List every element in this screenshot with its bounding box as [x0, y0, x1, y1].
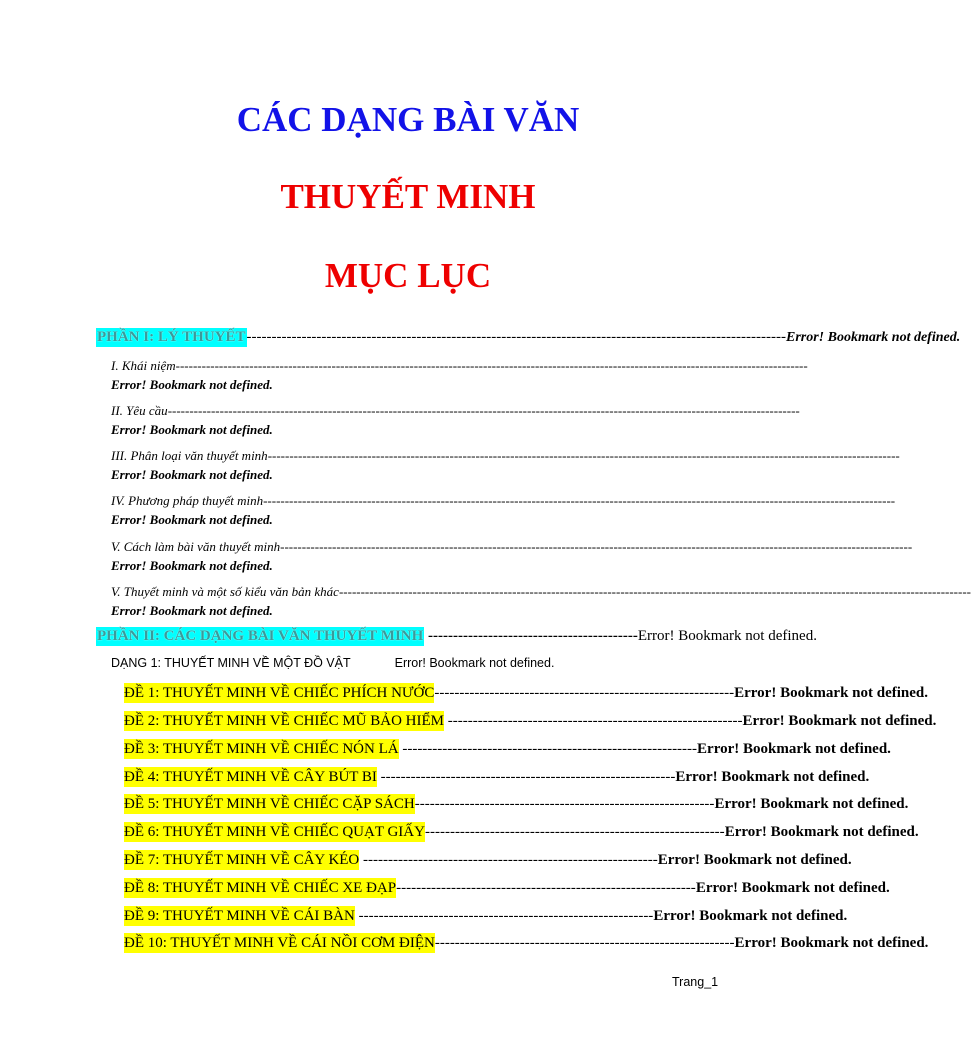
- toc-page-ref: Error! Bookmark not defined.: [111, 512, 273, 527]
- toc-leader: -----------------------------------------------------------: [444, 713, 743, 729]
- toc-entry-label: DẠNG 1: THUYẾT MINH VỀ MỘT ĐỒ VẬT: [111, 656, 351, 670]
- title-line-1: CÁC DẠNG BÀI VĂN: [236, 100, 580, 139]
- toc-leader: --------------------------------------------------------------------------------------------------------------------------------------------------: [167, 403, 800, 418]
- toc-entry-label: IV. Phương pháp thuyết minh: [111, 493, 264, 508]
- toc-leader: -----------------------------------------------------------: [354, 908, 654, 924]
- toc-entry-dang-1[interactable]: [111, 655, 554, 672]
- toc-entry-label: V. Cách làm bài văn thuyết minh: [111, 539, 281, 554]
- toc-entry-label: III. Phân loại văn thuyết minh: [111, 448, 268, 463]
- toc-page-ref: Error! Bookmark not defined.: [111, 422, 273, 437]
- toc-page-ref: Error! Bookmark not defined.: [111, 603, 273, 618]
- toc-entry-label: V. Thuyết minh và một số kiểu văn bản khác: [111, 584, 339, 599]
- toc-leader: ------------------------------------------------------------------------------------------------------------: [246, 329, 786, 345]
- toc-entry-label: ĐỀ 9: THUYẾT MINH VỀ CÁI BÀN: [124, 908, 355, 924]
- toc-entry-part-1-item[interactable]: [111, 491, 896, 529]
- toc-page-ref: Error! Bookmark not defined.: [734, 935, 929, 951]
- toc-entry-part-1-item[interactable]: [111, 446, 900, 484]
- toc-leader: --------------------------------------------------------------------------------------------------------------------------------------------------: [338, 584, 971, 599]
- toc-leader: ------------------------------------------: [424, 628, 638, 644]
- toc-entry-de-9[interactable]: [124, 906, 848, 926]
- page-number: Trang_1: [672, 975, 719, 989]
- toc-leader: --------------------------------------------------------------------------------------------------------------------------------------------------: [267, 448, 900, 463]
- toc-page-ref: Error! Bookmark not defined.: [111, 558, 273, 573]
- toc-leader: ------------------------------------------------------------: [434, 685, 735, 701]
- toc-entry-label: ĐỀ 8: THUYẾT MINH VỀ CHIẾC XE ĐẠP: [124, 880, 397, 896]
- toc-page-ref: Error! Bookmark not defined.: [742, 713, 937, 729]
- toc-page-ref: Error! Bookmark not defined.: [785, 330, 961, 345]
- toc-page-ref: Error! Bookmark not defined.: [695, 880, 890, 896]
- toc-page-ref: Error! Bookmark not defined.: [734, 685, 929, 701]
- title-line-2: THUYẾT MINH: [280, 177, 536, 216]
- toc-leader: ------------------------------------------------------------: [396, 880, 696, 896]
- toc-leader: ------------------------------------------------------------: [434, 935, 735, 951]
- toc-entry-de-2[interactable]: [124, 711, 937, 731]
- toc-entry-label: ĐỀ 4: THUYẾT MINH VỀ CÂY BÚT BI: [124, 769, 377, 785]
- toc-entry-de-5[interactable]: [124, 794, 909, 814]
- toc-page-ref: Error! Bookmark not defined.: [697, 741, 891, 757]
- toc-entry-label: PHẦN II: CÁC DẠNG BÀI VĂN THUYẾT MINH: [97, 628, 424, 644]
- toc-entry-label: ĐỀ 1: THUYẾT MINH VỀ CHIẾC PHÍCH NƯỚC: [124, 685, 435, 701]
- toc-entry-de-10[interactable]: [124, 933, 929, 953]
- toc-entry-part-2[interactable]: [96, 627, 817, 646]
- toc-entry-de-7[interactable]: [124, 850, 852, 870]
- toc-leader: -----------------------------------------------------------: [398, 741, 698, 757]
- toc-entry-label: ĐỀ 5: THUYẾT MINH VỀ CHIẾC CẶP SÁCH: [124, 796, 415, 812]
- toc-entry-label: I. Khái niệm: [111, 358, 176, 373]
- toc-entry-part-1-item[interactable]: [111, 537, 913, 575]
- toc-entry-part-1-item[interactable]: [111, 582, 971, 620]
- toc-entry-de-1[interactable]: [124, 683, 929, 703]
- toc-leader: --------------------------------------------------------------------------------------------------------------------------------------------------: [175, 358, 808, 373]
- toc-leader: -----------------------------------------------------------: [376, 769, 676, 785]
- toc-entry-part-1[interactable]: [96, 328, 961, 347]
- toc-entry-de-4[interactable]: [124, 767, 870, 787]
- toc-leader: -----------------------------------------------------------: [359, 852, 658, 868]
- toc-entry-part-1-item[interactable]: [111, 401, 800, 439]
- toc-entry-label: ĐỀ 6: THUYẾT MINH VỀ CHIẾC QUẠT GIẤY: [124, 824, 425, 840]
- toc-entry-label: PHẦN I: LÝ THUYẾT: [97, 329, 246, 345]
- toc-page-ref: Error! Bookmark not defined.: [724, 824, 919, 840]
- toc-page-ref: Error! Bookmark not defined.: [653, 908, 848, 924]
- toc-heading: MỤC LỤC: [324, 256, 492, 295]
- toc-entry-de-3[interactable]: [124, 739, 891, 759]
- toc-entry-label: ĐỀ 2: THUYẾT MINH VỀ CHIẾC MŨ BẢO HIỂM: [124, 713, 444, 729]
- toc-page-ref: Error! Bookmark not defined.: [637, 628, 817, 644]
- toc-page-ref: Error! Bookmark not defined.: [657, 852, 852, 868]
- toc-entry-label: ĐỀ 10: THUYẾT MINH VỀ CÁI NỒI CƠM ĐIỆN: [124, 935, 435, 951]
- toc-entry-label: ĐỀ 7: THUYẾT MINH VỀ CÂY KÉO: [124, 852, 360, 868]
- toc-entry-label: ĐỀ 3: THUYẾT MINH VỀ CHIẾC NÓN LÁ: [124, 741, 399, 757]
- toc-entry-de-6[interactable]: [124, 822, 919, 842]
- toc-entry-part-1-item[interactable]: [111, 356, 808, 394]
- toc-page-ref: Error! Bookmark not defined.: [111, 467, 273, 482]
- toc-leader: ------------------------------------------------------------: [414, 796, 715, 812]
- toc-page-ref: Error! Bookmark not defined.: [675, 769, 870, 785]
- toc-entry-de-8[interactable]: [124, 878, 890, 898]
- toc-entry-label: II. Yêu cầu: [111, 403, 168, 418]
- toc-page-ref: Error! Bookmark not defined.: [714, 796, 909, 812]
- toc-leader: --------------------------------------------------------------------------------------------------------------------------------------------------: [280, 539, 913, 554]
- toc-page-ref: Error! Bookmark not defined.: [111, 377, 273, 392]
- toc-leader: --------------------------------------------------------------------------------------------------------------------------------------------------: [263, 493, 896, 508]
- toc-leader: ------------------------------------------------------------: [424, 824, 725, 840]
- toc-page-ref: Error! Bookmark not defined.: [394, 656, 555, 670]
